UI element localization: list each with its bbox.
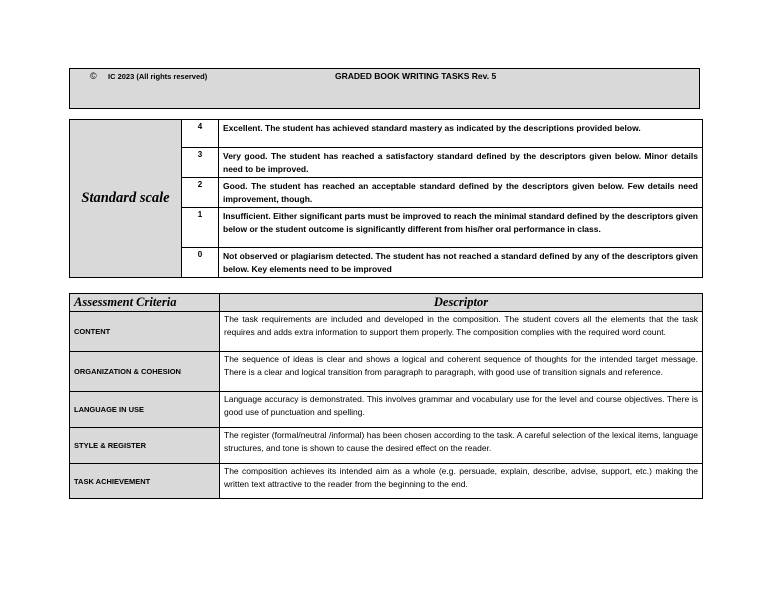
scale-description: Not observed or plagiarism detected. The student has not reached a standard defined by any of the descriptors given below. Key elements need to be improved [219, 248, 703, 278]
criterion-name: CONTENT [70, 312, 220, 352]
criterion-descriptor: The composition achieves its intended aim as a whole (e.g. persuade, explain, describe, advise, support, etc.) making the written text attractive to the reader from the beginning to the end. [220, 464, 703, 499]
criterion-name: TASK ACHIEVEMENT [70, 464, 220, 499]
assessment-criteria-table [69, 293, 703, 499]
criteria-row [70, 392, 703, 428]
scale-description: Very good. The student has reached a satisfactory standard defined by the descriptors given below. Minor details need to be improved. [219, 148, 703, 178]
copyright-text: IC 2023 (All rights reserved) [108, 72, 208, 81]
scale-description: Excellent. The student has achieved standard mastery as indicated by the descriptions provided below. [219, 120, 703, 148]
scale-description: Insufficient. Either significant parts must be improved to reach the minimal standard defined by the descriptors given below or the student outcome is significantly different from his/her oral performance in class. [219, 208, 703, 248]
criteria-row [70, 312, 703, 352]
copyright-symbol: © [90, 71, 97, 81]
criterion-name: STYLE & REGISTER [70, 428, 220, 464]
scale-row [70, 120, 703, 148]
criterion-descriptor: The register (formal/neutral /informal) has been chosen according to the task. A careful selection of the lexical items, language structures, and tone is shown to cause the desired effect on the reader. [220, 428, 703, 464]
criterion-name: LANGUAGE IN USE [70, 392, 220, 428]
criterion-name: ORGANIZATION & COHESION [70, 352, 220, 392]
standard-scale-table [69, 119, 703, 278]
criteria-row [70, 352, 703, 392]
criteria-row [70, 464, 703, 499]
criterion-descriptor: The sequence of ideas is clear and shows a logical and coherent sequence of thoughts for the intended target message. There is a clear and logical transition from paragraph to paragraph, with good use of transition signals and reference. [220, 352, 703, 392]
score-value: 3 [182, 148, 219, 178]
descriptor-heading: Descriptor [220, 294, 703, 312]
scale-description: Good. The student has reached an acceptable standard defined by the descriptors given below. Few details need improvement, though. [219, 178, 703, 208]
score-value: 0 [182, 248, 219, 278]
criteria-header-row [70, 294, 703, 312]
document-header [69, 68, 700, 109]
score-value: 1 [182, 208, 219, 248]
document-title: GRADED BOOK WRITING TASKS Rev. 5 [335, 71, 497, 81]
standard-scale-label: Standard scale [70, 120, 182, 278]
score-value: 4 [182, 120, 219, 148]
assessment-criteria-heading: Assessment Criteria [70, 294, 220, 312]
criterion-descriptor: The task requirements are included and developed in the composition. The student covers all the elements that the task requires and adds extra information to support them properly. The composition complies with the required word count. [220, 312, 703, 352]
criterion-descriptor: Language accuracy is demonstrated. This involves grammar and vocabulary use for the level and course objectives. There is good use of punctuation and spelling. [220, 392, 703, 428]
score-value: 2 [182, 178, 219, 208]
criteria-row [70, 428, 703, 464]
